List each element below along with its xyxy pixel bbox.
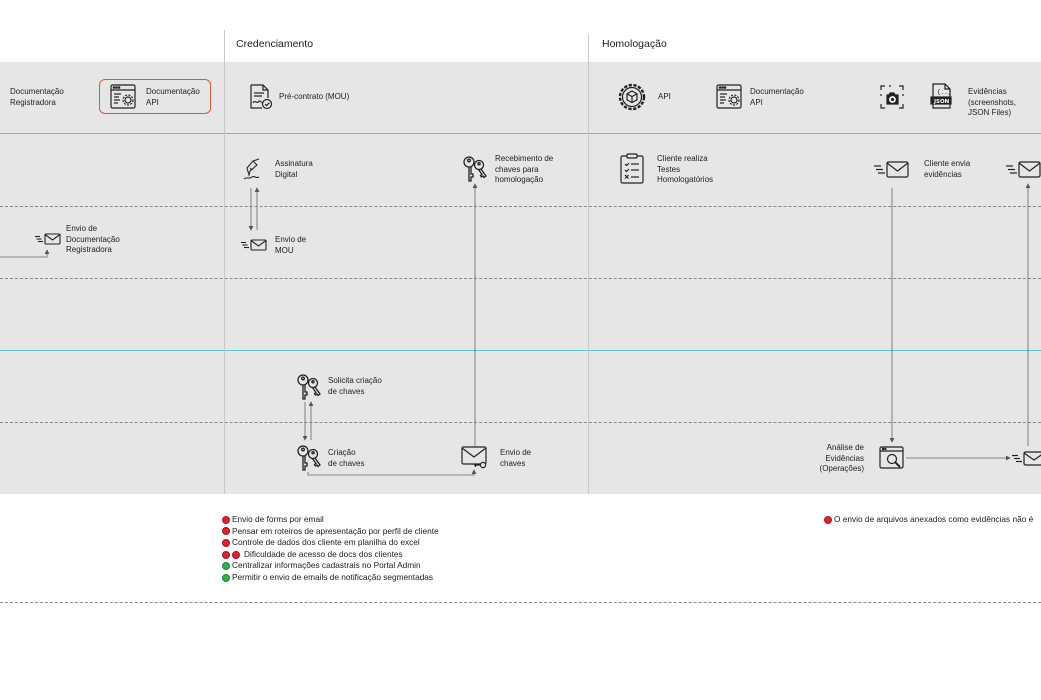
note-item [222,560,439,572]
red-dot-icon [222,539,230,547]
envio-chaves-label: Envio de chaves [500,448,532,468]
red-dot-icon [222,551,230,559]
note-text: Controle de dados dos cliente em planilha do excel [232,537,420,548]
note-item [824,514,1033,526]
phase-title-homologacao: Homologação [602,38,667,50]
envio-mou-label: Envio de MOU [275,235,307,255]
note-text: O envio de arquivos anexados como evidências não é [834,514,1034,524]
cliente-envia-label: Cliente envia evidências [924,159,971,179]
doc-registradora-label: Documentação Registradora [10,87,64,107]
analise-label: Análise de Evidências (Operações) [819,443,864,473]
note-text: Dificuldade de acesso de docs dos clientes [244,548,403,559]
clipboard-checklist-icon [620,153,644,184]
camera-frame-icon [880,85,904,109]
red-dot-icon [232,551,240,559]
note-text: Pensar em roteiros de apresentação por perfil de cliente [232,525,439,536]
email-send-icon [874,161,910,178]
solicita-label: Solicita criação de chaves [328,376,382,396]
phase-title-credenciamento: Credenciamento [236,38,314,50]
note-item [222,572,439,584]
email-send-icon [35,233,61,245]
browser-gear-icon [110,84,136,109]
note-item [222,526,439,538]
connector-to-envio-doc [0,250,47,257]
notes-credenciamento [222,514,439,584]
keys-icon [296,373,322,401]
evidencias-label: Evidências (screenshots, JSON Files) [968,87,1017,117]
red-dot-icon [824,516,832,524]
note-item [222,514,439,526]
red-dot-icon [222,527,230,535]
gear-cube-icon [615,81,649,113]
api-label: API [658,92,671,101]
note-text: Permitir o envio de emails de notificação segmentadas [232,571,434,582]
note-item [222,537,439,549]
green-dot-icon [222,562,230,570]
pre-contrato-label: Pré-contrato (MOU) [279,92,350,101]
keys-icon [296,444,322,472]
cliente-testes-label: Cliente realiza Testes Homologatórios [657,154,714,184]
svg-text:JSON: JSON [934,99,950,105]
note-item [222,549,439,561]
doc-api-label: Documentação API [146,87,200,107]
note-text: Centralizar informações cadastrais no Portal Admin [232,560,421,571]
criacao-label: Criação de chaves [328,448,365,468]
connector-criacao-envio-chaves [308,470,474,475]
green-dot-icon [222,574,230,582]
envio-doc-label: Envio de Documentação Registradora [66,224,120,254]
recebimento-label: Recebimento de chaves para homologação [495,154,554,184]
notes-homologacao [824,514,1033,526]
doc-api-homolog-label: Documentação API [750,87,804,107]
assinatura-label: Assinatura Digital [275,159,313,179]
json-file-icon [930,83,952,110]
svg-text:{..}: {..} [937,89,952,96]
browser-gear-icon [716,84,742,109]
email-send-icon [241,239,267,251]
note-text: Envio de forms por email [232,514,324,524]
email-send-icon [1006,161,1041,178]
email-send-icon [1012,451,1041,466]
contract-signature-icon [249,84,273,110]
keys-icon [462,155,488,183]
pen-sign-icon [243,159,263,181]
email-key-icon [461,446,489,470]
red-dot-icon [222,516,230,524]
search-browser-icon [879,446,905,470]
